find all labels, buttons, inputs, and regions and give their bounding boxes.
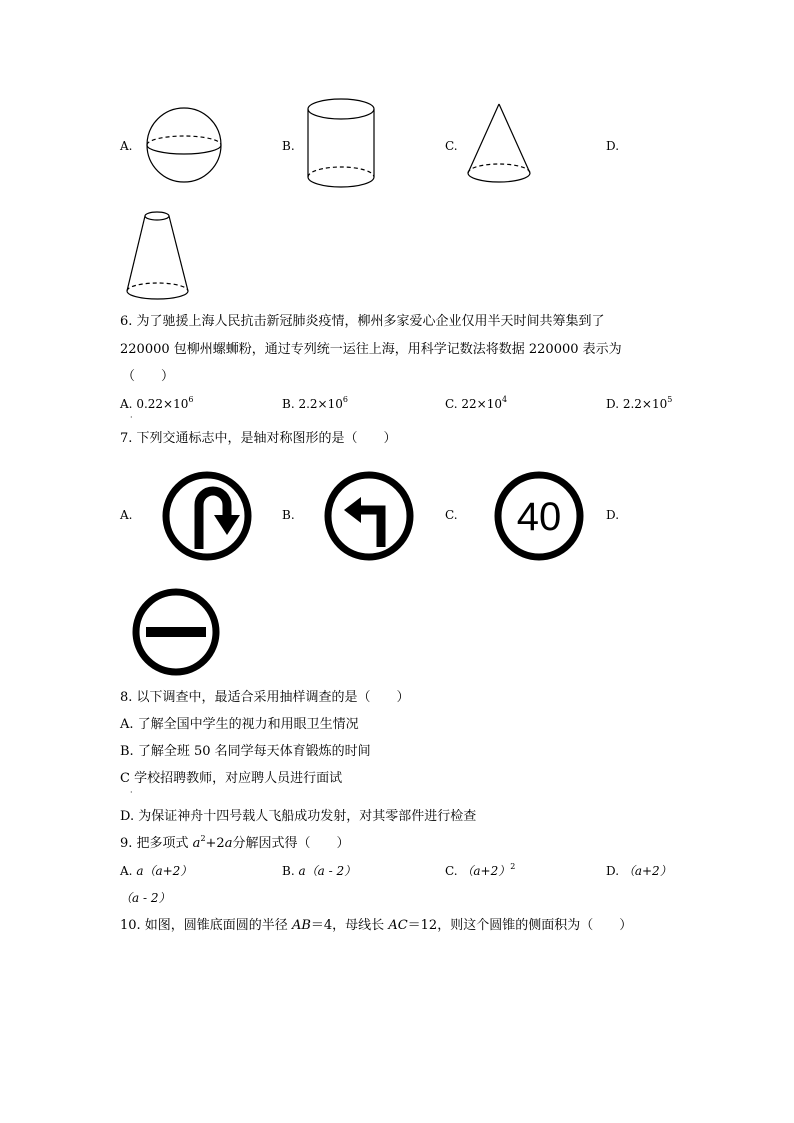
sphere-icon: [145, 108, 225, 184]
q6-option-d-exponent: 5: [667, 395, 673, 404]
q6-option-c[interactable]: [445, 396, 507, 412]
q6-stem-line1: 6. 为了驰援上海人民抗击新冠肺炎疫情，柳州多家爱心企业仅用半天时间共筹集到了: [120, 314, 605, 329]
q8-option-b[interactable]: B. 了解全班 50 名同学每天体育锻炼的时间: [120, 744, 371, 759]
q9-option-c-label: C.: [445, 864, 458, 878]
q10-part2: ＝4，母线长: [310, 918, 389, 933]
q6-option-b-exponent: 6: [342, 395, 348, 404]
speed-limit-sign-icon: [494, 471, 584, 561]
q9-option-d-continued[interactable]: （a - 2）: [120, 891, 171, 905]
left-turn-sign-icon: [324, 471, 414, 561]
q5-option-b-label[interactable]: B.: [282, 139, 295, 153]
speed-limit-text: 40: [516, 495, 562, 539]
q7-option-d-label[interactable]: D.: [606, 508, 620, 522]
q9-var-a-2: a: [224, 836, 233, 851]
q9-stem-prefix: 9. 把多项式: [120, 836, 193, 851]
q10-stem: [120, 918, 632, 934]
q6-stem-line3: （ ）: [122, 369, 175, 384]
q9-option-c-text: （a+2）: [461, 864, 511, 878]
q6-option-b-value: 2.2×10: [298, 397, 343, 411]
q10-ac: AC: [388, 918, 408, 933]
q9-exponent: 2: [200, 834, 206, 843]
cone-icon: [466, 103, 532, 187]
q6-option-c-value: 22×10: [461, 397, 502, 411]
q8-option-a[interactable]: A. 了解全国中学生的视力和用眼卫生情况: [120, 717, 359, 732]
q6-option-a-label: A.: [120, 397, 133, 411]
q10-part1: 10. 如图，圆锥底面圆的半径: [120, 918, 292, 933]
q6-option-c-label: C.: [445, 397, 458, 411]
q9-option-b-text: a（a - 2）: [298, 864, 357, 878]
q9-option-a-text: a（a+2）: [136, 864, 193, 878]
q9-option-c[interactable]: [445, 863, 515, 879]
q9-plus-2: +2: [205, 836, 225, 851]
q8-option-c[interactable]: C 学校招聘教师，对应聘人员进行面试: [120, 771, 343, 786]
q6-option-a-value: 0.22×10: [136, 397, 189, 411]
q7-option-a-label[interactable]: A.: [120, 508, 133, 522]
q5-option-d-label[interactable]: D.: [606, 139, 620, 153]
q9-option-a-label: A.: [120, 864, 133, 878]
q9-stem-suffix: 分解因式得（ ）: [232, 836, 350, 851]
q9-option-d-label: D.: [606, 864, 620, 878]
q6-stem-line2: 220000 包柳州螺蛳粉，通过专列统一运往上海，用科学记数法将数据 220000 表示为: [120, 342, 622, 357]
q7-option-b-label[interactable]: B.: [282, 508, 295, 522]
q5-option-c-label[interactable]: C.: [445, 139, 458, 153]
q8-option-d[interactable]: D. 为保证神舟十四号载人飞船成功发射，对其零部件进行检查: [120, 809, 477, 824]
q8-stem: 8. 以下调查中，最适合采用抽样调查的是（ ）: [120, 690, 410, 705]
q9-option-b-label: B.: [282, 864, 295, 878]
layout-mark: ·: [130, 788, 133, 797]
q9-option-b[interactable]: [282, 863, 356, 879]
q6-option-b-label: B.: [282, 397, 295, 411]
q9-var-a: a: [192, 836, 201, 851]
q9-option-a[interactable]: [120, 863, 192, 879]
q6-option-d-value: 2.2×10: [622, 397, 668, 411]
q6-option-a-exponent: 6: [188, 395, 194, 404]
q10-part3: ＝12，则这个圆锥的侧面积为（ ）: [407, 918, 633, 933]
q6-option-c-exponent: 4: [502, 395, 508, 404]
q9-option-d-text: （a+2）: [622, 864, 672, 878]
frustum-icon: [124, 210, 192, 302]
q6-option-a[interactable]: [120, 396, 193, 412]
q6-option-b[interactable]: [282, 396, 348, 412]
q6-option-d[interactable]: [606, 396, 672, 412]
q5-option-a-label[interactable]: A.: [120, 139, 133, 153]
q6-option-d-label: D.: [606, 397, 620, 411]
cylinder-icon: [306, 98, 376, 190]
u-turn-sign-icon: [162, 471, 252, 561]
q10-ab: AB: [291, 918, 311, 933]
q7-stem: 7. 下列交通标志中，是轴对称图形的是（ ）: [120, 431, 397, 446]
q9-option-c-exponent: 2: [510, 862, 516, 871]
q9-stem: [120, 836, 349, 852]
layout-mark: ·: [130, 413, 133, 422]
q7-option-c-label[interactable]: C.: [445, 508, 458, 522]
q9-option-d[interactable]: [606, 863, 672, 879]
no-entry-sign-icon: [132, 588, 220, 676]
